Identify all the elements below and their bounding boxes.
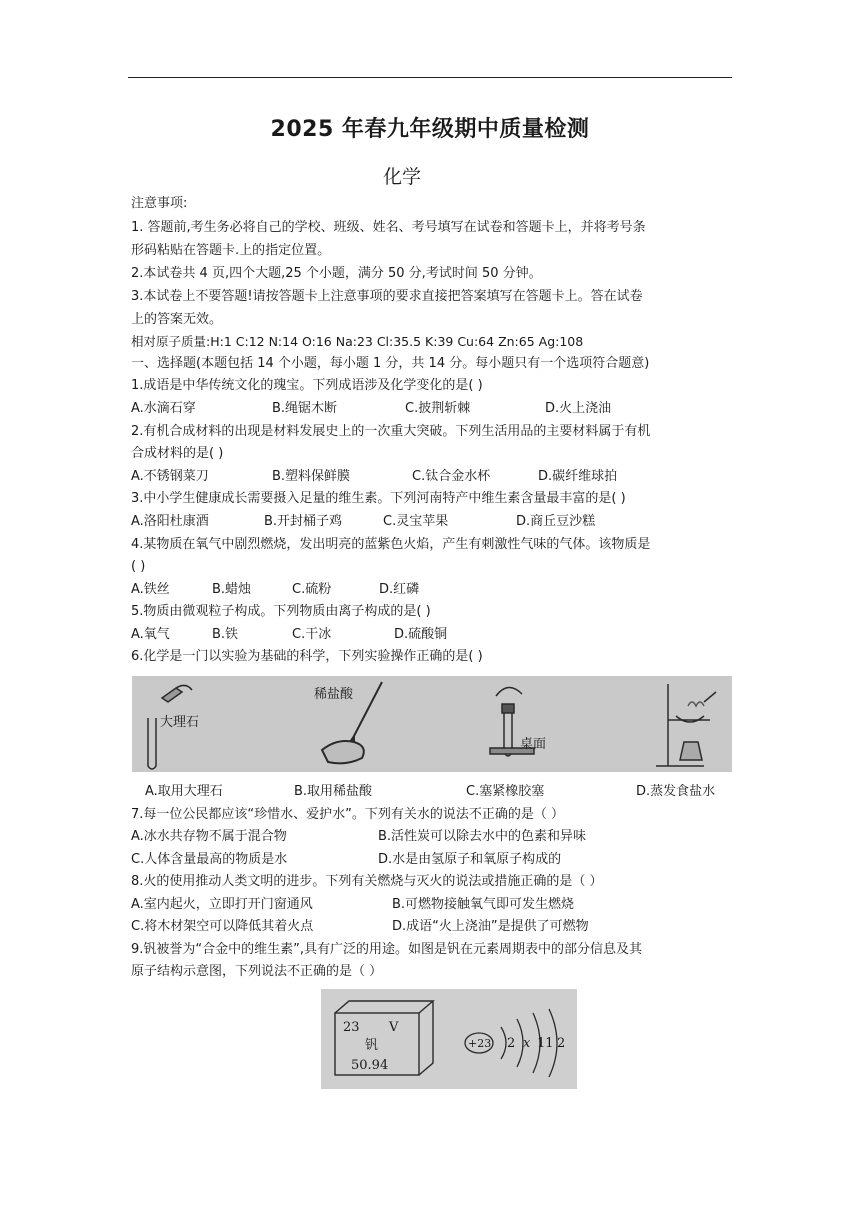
notice-line-3b: 上的答案无效。 bbox=[131, 312, 223, 327]
q3-option-c: C.灵宝苹果 bbox=[383, 514, 449, 529]
q6-option-b: B.取用稀盐酸 bbox=[294, 784, 373, 799]
question-1-stem: 1.成语是中华传统文化的瑰宝。下列成语涉及化学变化的是( ) bbox=[131, 378, 483, 393]
notice-line-1a: 1. 答题前,考生务必将自己的学校、班级、姓名、考号填写在试卷和答题卡上，并将考号条 bbox=[131, 220, 646, 235]
shell-2-electrons: x bbox=[523, 1036, 531, 1051]
q4-option-c: C.硫粉 bbox=[292, 582, 332, 597]
q5-option-b: B.铁 bbox=[212, 627, 239, 642]
question-4-stem-1: 4.某物质在氧气中剧烈燃烧，发出明亮的蓝紫色火焰，产生有刺激性气味的气体。该物质是 bbox=[131, 537, 651, 552]
label-dilute-hcl: 稀盐酸 bbox=[314, 687, 354, 702]
q8-option-c: C.将木材架空可以降低其着火点 bbox=[131, 919, 314, 934]
question-5-stem: 5.物质由微观粒子构成。下列物质由离子构成的是( ) bbox=[131, 604, 431, 619]
label-table: 桌面 bbox=[520, 737, 547, 752]
q8-option-d: D.成语“火上浇油”是提供了可燃物 bbox=[392, 919, 589, 934]
q4-option-a: A.铁丝 bbox=[131, 582, 170, 597]
q4-option-d: D.红磷 bbox=[379, 582, 420, 597]
q7-option-d: D.水是由氢原子和氧原子构成的 bbox=[378, 852, 562, 867]
q1-option-c: C.披荆斩棘 bbox=[405, 401, 471, 416]
q3-option-d: D.商丘豆沙糕 bbox=[516, 514, 596, 529]
q3-option-a: A.洛阳杜康酒 bbox=[131, 514, 209, 529]
lab-operations-photo bbox=[132, 676, 732, 772]
q1-option-b: B.绳锯木断 bbox=[272, 401, 338, 416]
q7-option-c: C.人体含量最高的物质是水 bbox=[131, 852, 288, 867]
question-3-stem: 3.中小学生健康成长需要摄入足量的维生素。下列河南特产中维生素含量最丰富的是( ) bbox=[131, 491, 626, 506]
nucleus-charge: +23 bbox=[468, 1037, 492, 1050]
q3-option-b: B.开封桶子鸡 bbox=[264, 514, 343, 529]
lab-operations-drawing bbox=[132, 676, 732, 772]
q6-option-d: D.蒸发食盐水 bbox=[636, 784, 716, 799]
question-9-stem-2: 原子结构示意图，下列说法不正确的是（ ） bbox=[131, 964, 383, 979]
q4-option-b: B.蜡烛 bbox=[212, 582, 252, 597]
top-rule bbox=[128, 77, 732, 78]
atomic-mass-line: 相对原子质量:H:1 C:12 N:14 O:16 Na:23 Cl:35.5 K:39 Cu:64 Zn:65 Ag:108 bbox=[131, 334, 584, 349]
question-9-stem-1: 9.钒被誉为“合金中的维生素”,具有广泛的用途。如图是钒在元素周期表中的部分信息及其 bbox=[131, 942, 643, 957]
question-4-stem-2: ( ) bbox=[131, 559, 146, 574]
notice-heading: 注意事项: bbox=[131, 196, 188, 211]
question-8-stem: 8.火的使用推动人类文明的进步。下列有关燃烧与灭火的说法或措施正确的是（ ） bbox=[131, 874, 603, 889]
question-2-stem-1: 2.有机合成材料的出现是材料发展史上的一次重大突破。下列生活用品的主要材料属于有机 bbox=[131, 424, 651, 439]
exam-title: 2025 年春九年级期中质量检测 bbox=[270, 117, 590, 142]
q8-option-b: B.可燃物接触氧气即可发生燃烧 bbox=[392, 897, 575, 912]
q2-option-d: D.碳纤维球拍 bbox=[538, 469, 618, 484]
notice-line-1b: 形码粘贴在答题卡.上的指定位置。 bbox=[131, 243, 331, 258]
q7-option-b: B.活性炭可以除去水中的色素和异味 bbox=[378, 829, 587, 844]
q6-option-c: C.塞紧橡胶塞 bbox=[466, 784, 545, 799]
q1-option-a: A.水滴石穿 bbox=[131, 401, 196, 416]
evaporation-stand-drawing bbox=[656, 684, 716, 766]
question-2-stem-2: 合成材料的是( ) bbox=[131, 446, 224, 461]
vanadium-drawing bbox=[321, 989, 577, 1089]
vanadium-figure bbox=[321, 989, 577, 1089]
shell-1-electrons: 2 bbox=[507, 1036, 516, 1051]
q5-option-c: C.干冰 bbox=[292, 627, 332, 642]
section-heading: 一、选择题(本题包括 14 个小题，每小题 1 分，共 14 分。每小题只有一个选项符合题意) bbox=[131, 356, 650, 371]
element-name: 钒 bbox=[365, 1038, 379, 1053]
atomic-mass: 50.94 bbox=[351, 1058, 389, 1073]
element-symbol: V bbox=[389, 1020, 399, 1035]
q2-option-c: C.钛合金水杯 bbox=[412, 469, 491, 484]
q5-option-d: D.硫酸铜 bbox=[394, 627, 448, 642]
q6-option-a: A.取用大理石 bbox=[145, 784, 223, 799]
label-marble: 大理石 bbox=[160, 715, 200, 730]
question-7-stem: 7.每一位公民都应该“珍惜水、爱护水”。下列有关水的说法不正确的是（ ） bbox=[131, 807, 565, 822]
q5-option-a: A.氧气 bbox=[131, 627, 170, 642]
shell-4-electrons: 2 bbox=[557, 1036, 566, 1051]
q7-option-a: A.冰水共存物不属于混合物 bbox=[131, 829, 287, 844]
shell-3-electrons: 11 bbox=[537, 1036, 554, 1051]
notice-line-3a: 3.本试卷上不要答题!请按答题卡上注意事项的要求直接把答案填写在答题卡上。答在试卷 bbox=[131, 289, 643, 304]
q2-option-b: B.塑料保鲜膜 bbox=[272, 469, 351, 484]
notice-line-2: 2.本试卷共 4 页,四个大题,25 个小题，满分 50 分,考试时间 50 分钟。 bbox=[131, 266, 542, 281]
q8-option-a: A.室内起火，立即打开门窗通风 bbox=[131, 897, 313, 912]
atomic-number: 23 bbox=[343, 1020, 360, 1035]
q2-option-a: A.不锈钢菜刀 bbox=[131, 469, 209, 484]
q1-option-d: D.火上浇油 bbox=[545, 401, 612, 416]
exam-subject: 化学 bbox=[382, 166, 421, 188]
question-6-stem: 6.化学是一门以实验为基础的科学，下列实验操作正确的是( ) bbox=[131, 649, 483, 664]
